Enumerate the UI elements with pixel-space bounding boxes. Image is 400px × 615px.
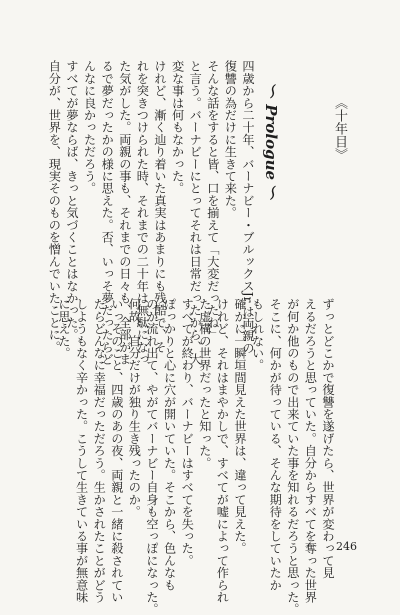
- text-line: た気がした。両親の事も、それまでの日々も、全部がま: [117, 60, 132, 365]
- text-line: た虚構の世界だったと知った。: [197, 298, 212, 469]
- text-line: そんな話をすると皆、口を揃えて「大変だったね」: [205, 60, 220, 341]
- text-line: 自分が、世界を、現実そのものを憎んでいたことに。: [47, 60, 62, 353]
- text-line: いっそのこと、四歳のあの夜、両親と一緒に殺されてい: [109, 298, 124, 603]
- page-number: 246: [336, 540, 357, 553]
- text-line: たらどんなに幸福だっただろう。生かされたことがどう: [92, 298, 107, 603]
- text-line: れを突きつけられた時、それまでの二十年は無駄になっ: [135, 60, 150, 365]
- text-line: が何か他のもので出来ていた事を知れるだろうと思った。: [285, 298, 300, 615]
- text-line: るで夢だったかの様に思えた。否、いっそ夢だったらど: [100, 60, 115, 365]
- text-line: 何故、自分だけが独り生き残ったのか。: [127, 298, 142, 518]
- text-line: と言う。バーナビーにとってそれは日常だったから、大: [188, 60, 203, 365]
- text-line: すべてが夢ならば、きっと気づくことはなかった。: [65, 60, 79, 341]
- text-line: えるだろうと思っていた。自分からすべてを奪った世界: [303, 298, 318, 603]
- text-line: に思えた。: [57, 298, 71, 359]
- text-line: のが流れ出て、やがてバーナビー自身も空っぽになった。: [145, 298, 159, 615]
- text-line: すべてが終わり、バーナビーはすべてを失った。: [180, 298, 195, 567]
- text-line: ぽっかりと心に穴が開いていた。そこから、色んなも: [162, 298, 177, 591]
- text-line: けれど、それはまやかしで、すべてが嘘によって作られ: [215, 298, 230, 603]
- prologue-title: ～ Prologue ～: [262, 84, 280, 201]
- text-line: そこに、何かが待っている、そんな期待をしていたか: [268, 298, 283, 591]
- text-line: 確かに一瞬垣間見えた世界は、違って見えた。: [233, 298, 247, 555]
- text-line: もしれない。: [250, 298, 265, 372]
- chapter-heading: 《十年目》: [332, 96, 347, 161]
- text-line: ずっとどこかで復讐を遂げたら、世界が変わって見: [321, 298, 335, 579]
- text-line: しようもなく辛かった。こうして生きている事が無意味: [74, 298, 89, 603]
- text-line: んなに良かっただろう。: [82, 60, 97, 195]
- text-line: 変な事は何もなかった。: [170, 60, 185, 195]
- text-line: けれど、漸く辿り着いた真実はあまりにも残酷で、そ: [153, 60, 167, 353]
- text-line: 復讐の為だけに生きて来た。: [223, 60, 238, 219]
- text-line: 四歳から二十年、バーナビー・ブルックスJr.は両親の: [241, 60, 255, 354]
